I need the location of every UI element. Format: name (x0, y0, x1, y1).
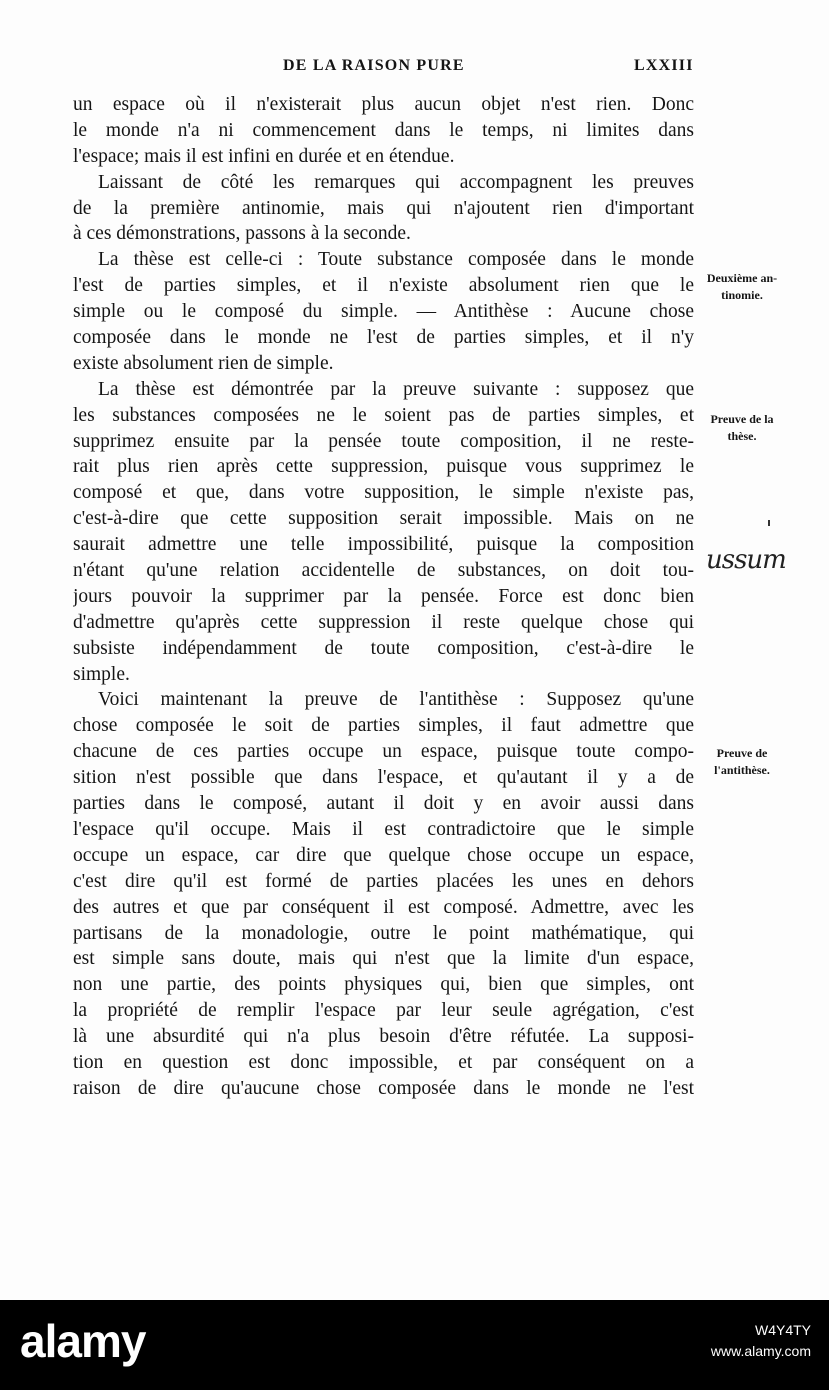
text-line: parties dans le composé, autant il doit y en avoir aussi dans (73, 793, 694, 815)
text-line: non une partie, des points physiques qui, bien que simples, ont (73, 974, 694, 996)
text-line: partisans de la monadologie, outre le point mathématique, qui (73, 922, 694, 944)
text-line: supprimez ensuite par la pensée toute composition, il ne reste- (73, 430, 694, 452)
margin-note-second-antinomy (692, 270, 792, 304)
text-line: La thèse est démontrée par la preuve suivante : supposez que (98, 378, 694, 400)
page-number: LXXIII (634, 57, 694, 74)
text-line: c'est-à-dire que cette supposition serait impossible. Mais on ne (73, 508, 694, 530)
running-title: DE LA RAISON PURE (283, 57, 465, 74)
text-line: l'est de parties simples, et il n'existe absolument rien que le (73, 275, 694, 297)
paragraph-2 (73, 170, 694, 248)
margin-note-thesis-proof (692, 411, 792, 445)
margin-note-line: Preuve de (716, 746, 768, 760)
ink-mark (768, 520, 770, 526)
margin-note-line: l'antithèse. (714, 763, 770, 777)
text-line: simple. (73, 663, 130, 685)
text-line: des autres et que par conséquent il est composé. Admettre, avec les (73, 896, 694, 918)
handwritten-annotation: ussum (706, 545, 786, 575)
image-id: W4Y4TY (754, 1322, 811, 1338)
margin-note-antithesis-proof (692, 745, 792, 779)
text-line: les substances composées ne le soient pas de parties simples, et (73, 404, 694, 426)
margin-note-line: tinomie. (721, 288, 763, 302)
watermark-footer (0, 1300, 829, 1390)
paragraph-3 (73, 247, 694, 376)
page-header (0, 57, 829, 81)
site-url: www.alamy.com (710, 1343, 811, 1359)
margin-note-line: thèse. (727, 429, 757, 443)
text-line: chose composée le soit de parties simples, il faut admettre que (73, 715, 694, 737)
text-line: tion en question est donc impossible, et par conséquent on a (73, 1051, 694, 1073)
text-line: Voici maintenant la preuve de l'antithèse : Supposez qu'une (98, 689, 694, 711)
text-line: d'admettre qu'après cette suppression il reste quelque chose qui (73, 611, 694, 633)
paragraph-1 (73, 92, 694, 170)
paragraph-4 (73, 377, 694, 688)
text-line: existe absolument rien de simple. (73, 352, 334, 374)
text-line: l'espace; mais il est infini en durée et en étendue. (73, 145, 455, 167)
text-line: sition n'est possible que dans l'espace, et qu'autant il y a de (73, 767, 694, 789)
text-line: là une absurdité qui n'a plus besoin d'être réfutée. La supposi- (73, 1026, 694, 1048)
text-line: composé et que, dans votre supposition, le simple n'existe pas, (73, 482, 694, 504)
alamy-logo: alamy (20, 1315, 146, 1367)
text-line: est simple sans doute, mais qui n'est que la limite d'un espace, (73, 948, 694, 970)
text-line: saurait admettre une telle impossibilité, puisque la composition (73, 534, 694, 556)
text-line: chacune de ces parties occupe un espace, puisque toute compo- (73, 741, 694, 763)
text-line: Laissant de côté les remarques qui accompagnent les preuves (98, 171, 694, 193)
text-line: c'est dire qu'il est formé de parties placées les unes en dehors (73, 870, 694, 892)
text-line: le monde n'a ni commencement dans le temps, ni limites dans (73, 119, 694, 141)
text-line: composée dans le monde ne l'est de parties simples, et il n'y (73, 327, 694, 349)
text-line: l'espace qu'il occupe. Mais il est contradictoire que le simple (73, 818, 694, 840)
image-credit (711, 1320, 811, 1362)
text-line: jours pouvoir la supprimer par la pensée. Force est donc bien (73, 585, 694, 607)
text-line: simple ou le composé du simple. — Antithèse : Aucune chose (73, 301, 694, 323)
text-line: rait plus rien après cette suppression, puisque vous supprimez le (73, 456, 694, 478)
text-line: occupe un espace, car dire que quelque chose occupe un espace, (73, 844, 694, 866)
text-line: n'étant qu'une relation accidentelle de substances, on doit tou- (73, 560, 694, 582)
text-line: subsiste indépendamment de toute composition, c'est-à-dire le (73, 637, 694, 659)
paragraph-5 (73, 687, 694, 1101)
text-line: de la première antinomie, mais qui n'ajoutent rien d'important (73, 197, 694, 219)
text-line: La thèse est celle-ci : Toute substance composée dans le monde (98, 249, 694, 271)
text-line: raison de dire qu'aucune chose composée dans le monde ne l'est (73, 1077, 694, 1099)
text-line: un espace où il n'existerait plus aucun objet n'est rien. Donc (73, 94, 694, 115)
text-line: à ces démonstrations, passons à la seconde. (73, 223, 411, 245)
body-text (73, 92, 694, 1102)
margin-note-line: Deuxième an- (706, 271, 778, 285)
margin-note-line: Preuve de la (710, 412, 774, 426)
text-line: la propriété de remplir l'espace par leur seule agrégation, c'est (73, 1000, 694, 1022)
